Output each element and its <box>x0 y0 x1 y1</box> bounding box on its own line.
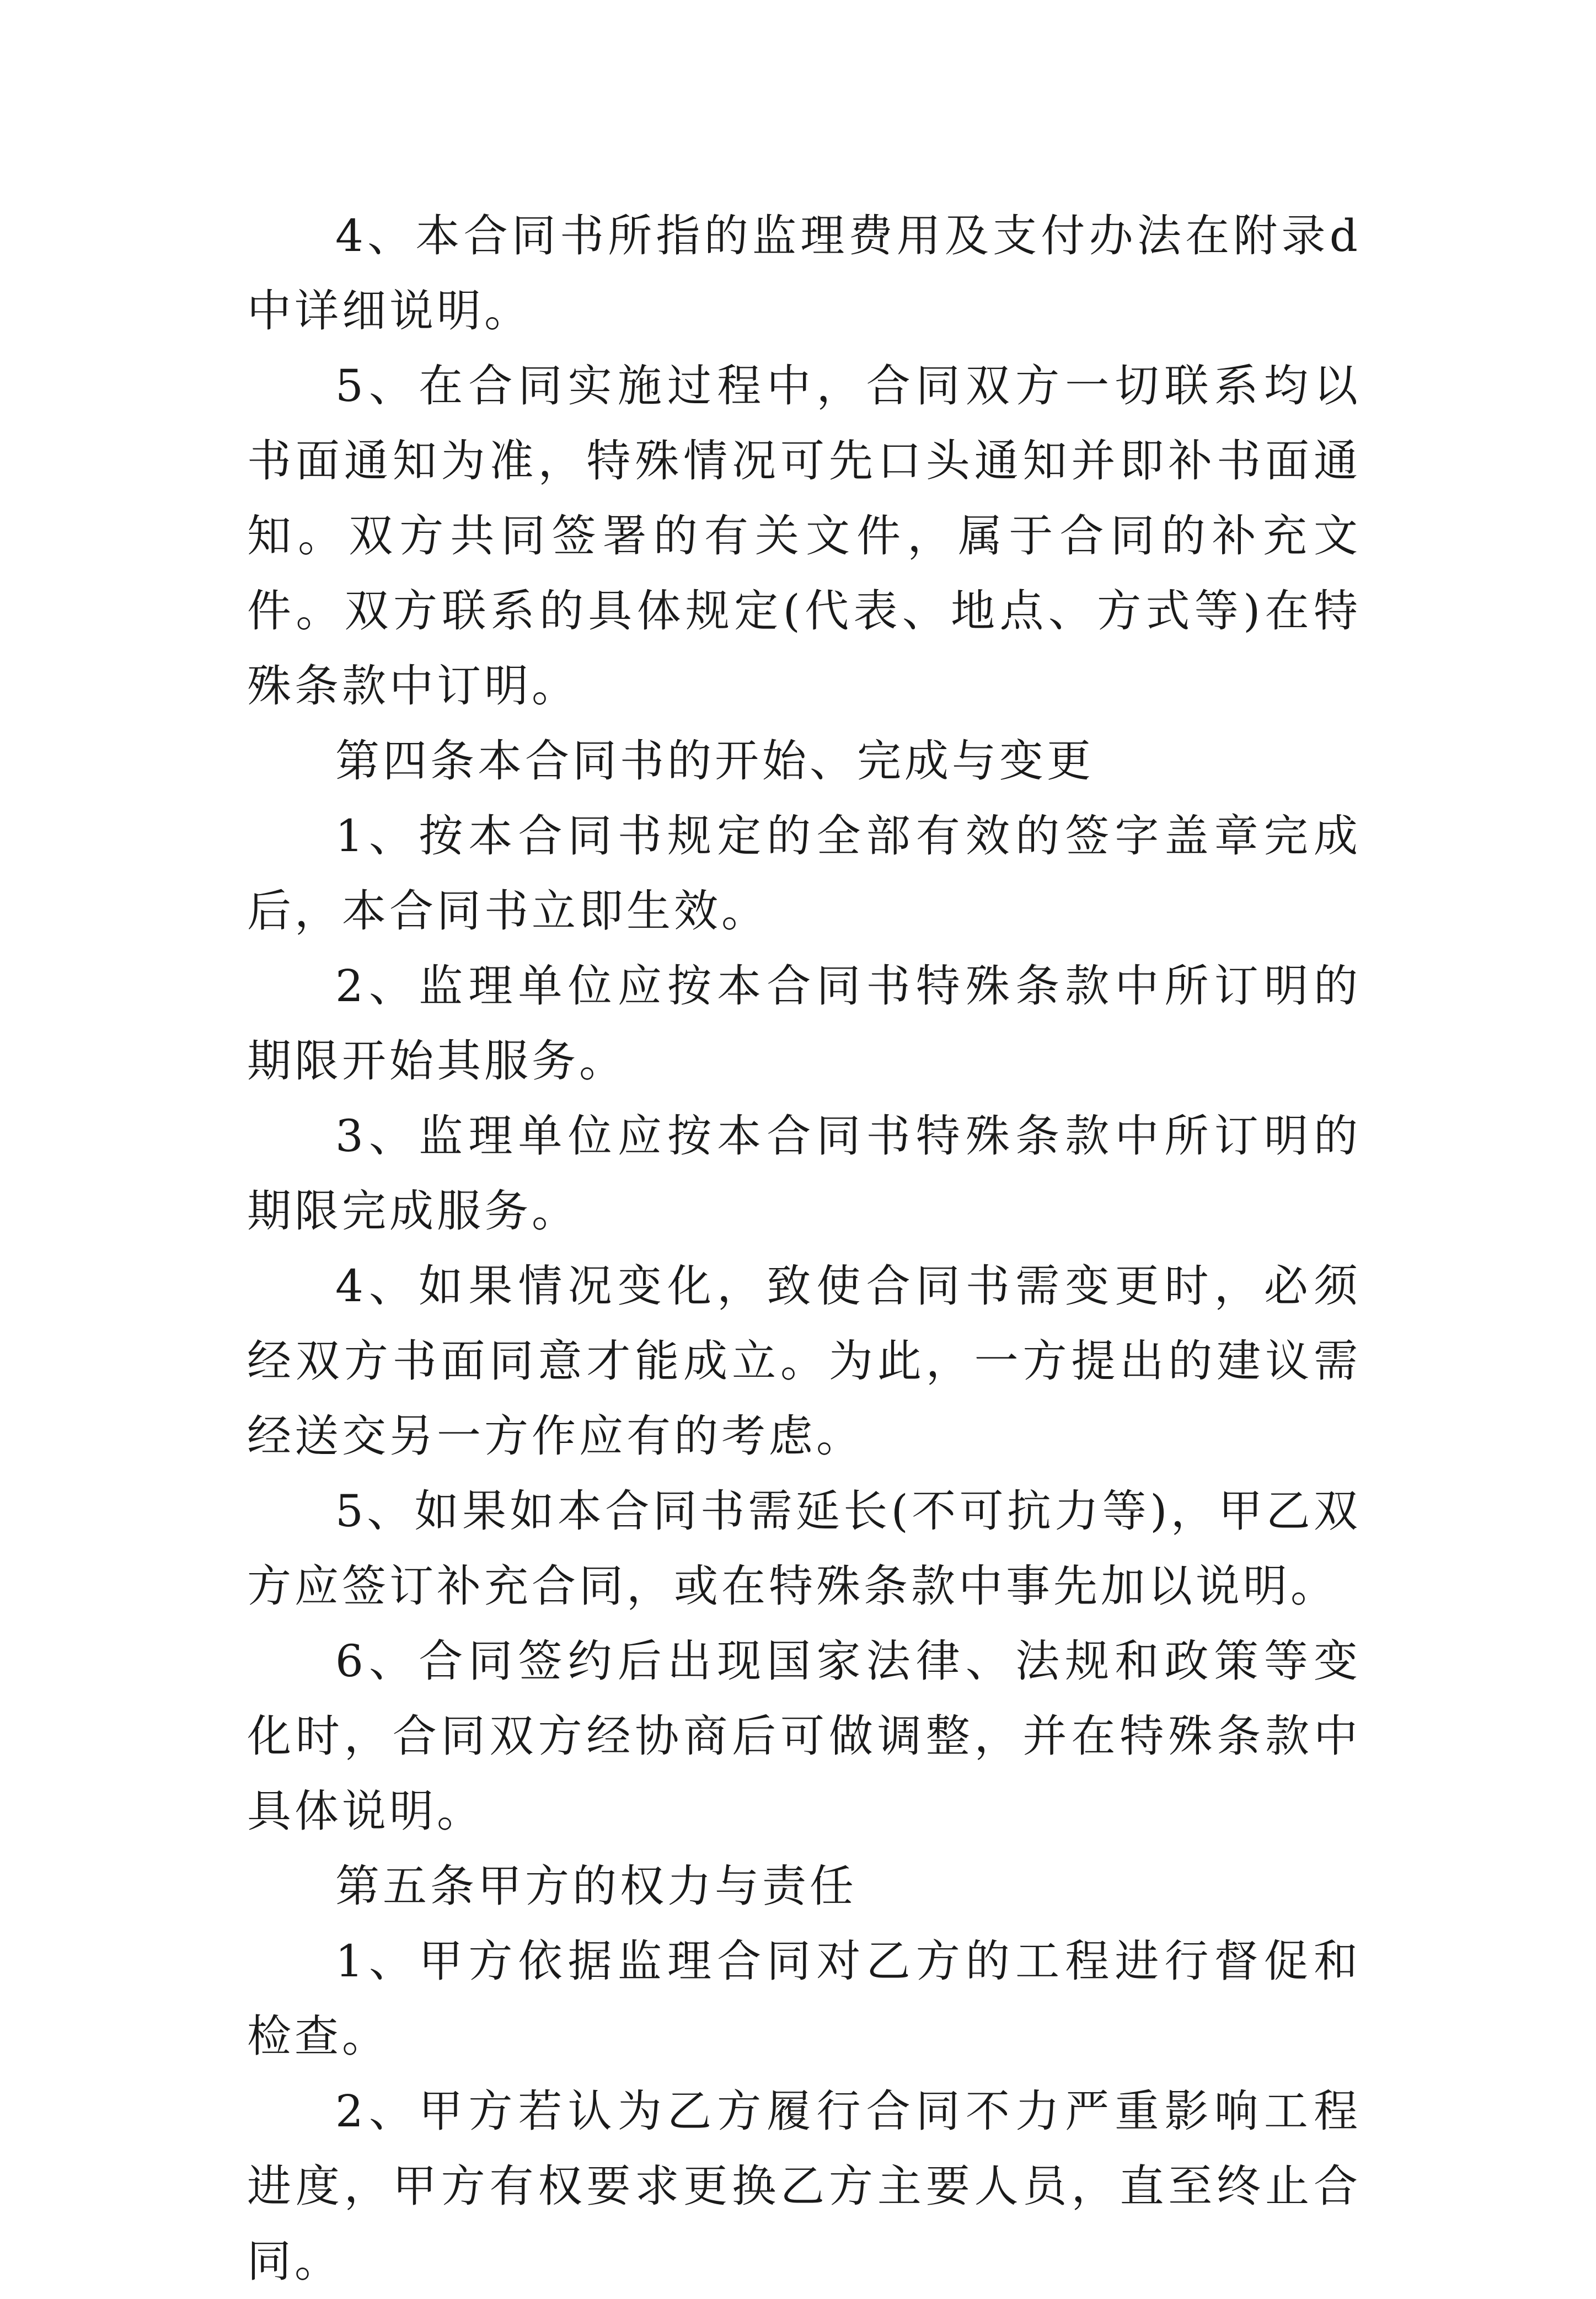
document-body <box>247 199 1361 2299</box>
paragraph-service-complete: 3、监理单位应按本合同书特殊条款中所订明的期限完成服务。 <box>247 1110 1361 1237</box>
paragraph-effective: 1、按本合同书规定的全部有效的签字盖章完成后，本合同书立即生效。 <box>247 810 1361 937</box>
paragraph-extension: 5、如果如本合同书需延长(不可抗力等)，甲乙双方应签订补充合同，或在特殊条款中事先加以说明。 <box>247 1485 1361 1612</box>
paragraph-change: 4、如果情况变化，致使合同书需变更时，必须经双方书面同意才能成立。为此，一方提出的建议需经送交另一方作应有的考虑。 <box>247 1260 1361 1462</box>
paragraph-service-start: 2、监理单位应按本合同书特殊条款中所订明的期限开始其服务。 <box>247 960 1361 1087</box>
paragraph-fee-appendix: 4、本合同书所指的监理费用及支付办法在附录d中详细说明。 <box>247 210 1361 336</box>
paragraph-law-change: 6、合同签约后出现国家法律、法规和政策等变化时，合同双方经协商后可做调整，并在特殊条款中具体说明。 <box>247 1635 1361 1837</box>
paragraph-personnel-replacement: 2、甲方若认为乙方履行合同不力严重影响工程进度，甲方有权要求更换乙方主要人员，直至终止合同。 <box>247 2086 1361 2287</box>
section-heading-article-4: 第四条本合同书的开始、完成与变更 <box>335 735 1094 787</box>
section-heading-article-5: 第五条甲方的权力与责任 <box>335 1860 857 1912</box>
paragraph-supervision: 1、甲方依据监理合同对乙方的工程进行督促和检查。 <box>247 1936 1361 2062</box>
paragraph-written-notice: 5、在合同实施过程中，合同双方一切联系均以书面通知为准，特殊情况可先口头通知并即补书面通知。双方共同签署的有关文件，属于合同的补充文件。双方联系的具体规定(代表、地点、方式等)在特殊条款中订明。 <box>247 360 1361 712</box>
